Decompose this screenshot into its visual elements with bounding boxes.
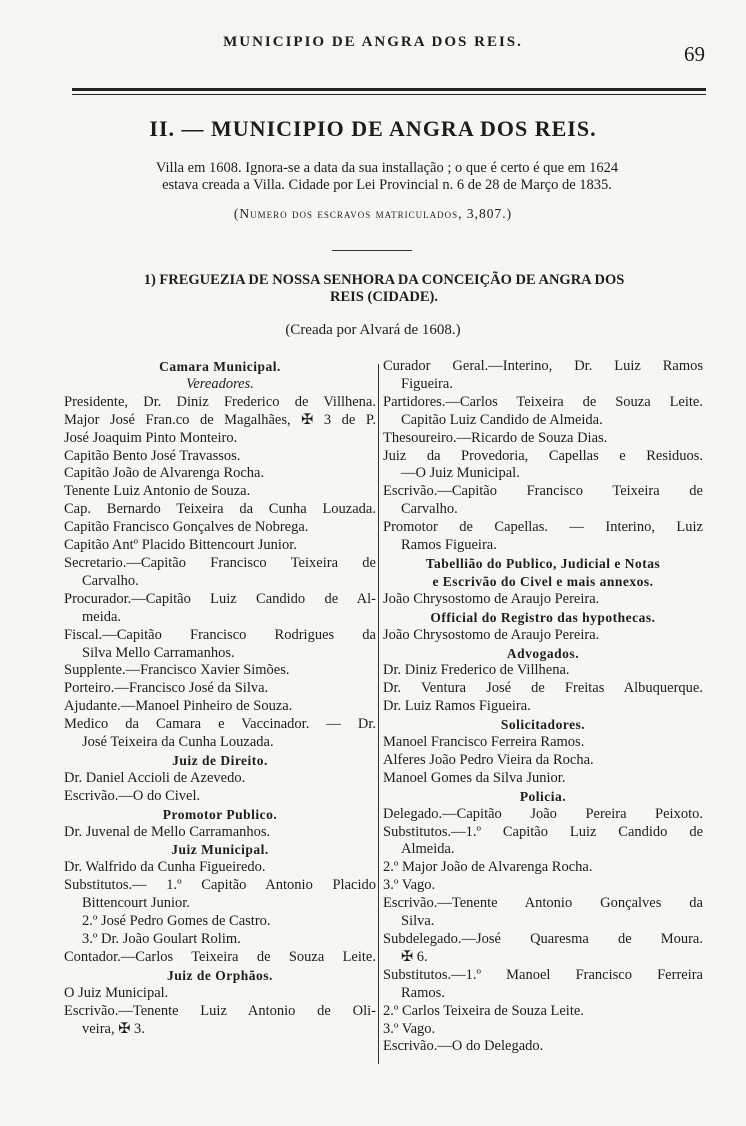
text-line: Promotor de Capellas. — Interino, Luiz: [383, 519, 703, 536]
text-line: Capitão Luiz Candido de Almeida.: [401, 411, 603, 428]
text-line: Bittencourt Junior.: [82, 895, 190, 912]
text-line: Medico da Camara e Vaccinador. — Dr.: [64, 716, 376, 733]
text-line: Thesoureiro.—Ricardo de Souza Dias.: [383, 429, 608, 446]
text-line: Manoel Francisco Ferreira Ramos.: [383, 734, 585, 751]
text-line: Capitão Francisco Gonçalves de Nobrega.: [64, 519, 309, 536]
text-line: Escrivão.—O do Delegado.: [383, 1038, 544, 1055]
text-line: Curador Geral.—Interino, Dr. Luiz Ramos: [383, 358, 703, 374]
intro-line: Villa em 1608. Ignora-se a data da sua installação ; o que é certo é que em 1624: [155, 160, 619, 176]
text-line: Capitão Bento José Travassos.: [64, 447, 241, 464]
text-line: Cap. Bernardo Teixeira da Cunha Louzada.: [64, 501, 376, 518]
text-line: João Chrysostomo de Araujo Pereira.: [383, 590, 600, 607]
left-column: [64, 358, 376, 1038]
text-line: Partidores.—Carlos Teixeira de Souza Leite.: [383, 393, 703, 410]
text-line: meida.: [82, 608, 122, 625]
section-heading: Camara Municipal.: [159, 359, 281, 374]
text-line: 3.º Vago.: [383, 877, 436, 894]
text-line: Silva Mello Carramanhos.: [82, 644, 235, 661]
text-line: Dr. Diniz Frederico de Villhena.: [383, 662, 570, 679]
section-heading: Promotor Publico.: [162, 806, 278, 822]
text-line: Subdelegado.—José Quaresma de Moura.: [383, 931, 703, 947]
text-line: Major José Fran.co de Magalhães, ✠ 3 de P.: [64, 411, 376, 428]
section-heading: Juiz Municipal.: [171, 842, 269, 858]
text-line: Juiz da Provedoria, Capellas e Residuos.: [383, 447, 703, 464]
header-rule-thick: [72, 88, 706, 91]
text-line: Almeida.: [401, 841, 455, 858]
text-line: Ramos.: [401, 984, 445, 1001]
text-line: Capitão João de Alvarenga Rocha.: [64, 465, 265, 482]
slave-count: (Numero dos escravos matriculados, 3,807.): [233, 206, 513, 221]
freguezia-title-line: 1) FREGUEZIA DE NOSSA SENHORA DA CONCEIÇÃO DE ANGRA DOS: [143, 272, 625, 288]
text-line: José Joaquim Pinto Monteiro.: [64, 429, 238, 446]
text-line: Secretario.—Capitão Francisco Teixeira de: [64, 554, 376, 571]
text-line: Procurador.—Capitão Luiz Candido de Al-: [64, 590, 376, 607]
column-divider: [378, 364, 379, 1064]
text-line: Presidente, Dr. Diniz Frederico de Villhena.: [64, 393, 376, 410]
text-line: Manoel Gomes da Silva Junior.: [383, 769, 566, 786]
text-line: Ajudante.—Manoel Pinheiro de Souza.: [64, 698, 293, 715]
section-heading: Juiz de Direito.: [172, 752, 268, 768]
text-line: ✠ 6.: [401, 948, 428, 965]
text-line: Escrivão.—O do Civel.: [64, 787, 201, 804]
text-line: —O Juiz Municipal.: [401, 465, 520, 482]
text-line: Dr. Daniel Accioli de Azevedo.: [64, 769, 246, 786]
section-heading: Advogados.: [506, 645, 580, 661]
text-line: João Chrysostomo de Araujo Pereira.: [383, 626, 600, 643]
right-column: [383, 358, 703, 1056]
text-line: Ramos Figueira.: [401, 537, 497, 554]
text-line: Fiscal.—Capitão Francisco Rodrigues da: [64, 626, 376, 643]
text-line: Contador.—Carlos Teixeira de Souza Leite.: [64, 948, 376, 965]
text-line: Substitutos.—1.º Manoel Francisco Ferreira: [383, 966, 703, 983]
text-line: Vereadores.: [186, 375, 254, 392]
text-line: Tenente Luiz Antonio de Souza.: [64, 483, 251, 500]
section-heading: Official do Registro das hypothecas.: [430, 609, 656, 625]
freguezia-heading: [64, 272, 704, 306]
creation-note: (Creada por Alvará de 1608.): [285, 322, 461, 338]
freguezia-title-line: REIS (CIDADE).: [330, 289, 438, 305]
text-line: O Juiz Municipal.: [64, 984, 169, 1001]
running-header: MUNICIPIO DE ANGRA DOS REIS.: [223, 34, 523, 50]
section-heading: Policia.: [519, 788, 567, 804]
text-line: Carvalho.: [401, 501, 458, 518]
section-heading: Tabellião do Publico, Judicial e Notas: [425, 555, 661, 571]
text-line: 3.º Dr. João Goulart Rolim.: [82, 931, 241, 947]
intro-line: estava creada a Villa. Cidade por Lei Provincial n. 6 de 28 de Março de 1835.: [162, 177, 612, 193]
text-line: veira, ✠ 3.: [82, 1020, 145, 1037]
text-line: Supplente.—Francisco Xavier Simões.: [64, 662, 290, 679]
header-rule-thin: [72, 94, 706, 95]
text-line: Escrivão.—Tenente Luiz Antonio de Oli-: [64, 1002, 376, 1019]
text-line: José Teixeira da Cunha Louzada.: [82, 734, 274, 751]
section-heading: e Escrivão do Civel e mais annexos.: [432, 573, 654, 589]
text-line: 2.º Major João de Alvarenga Rocha.: [383, 859, 593, 876]
page-number: 69: [684, 42, 705, 66]
text-line: Dr. Luiz Ramos Figueira.: [383, 698, 531, 715]
divider: [332, 250, 412, 251]
text-line: Dr. Ventura José de Freitas Albuquerque.: [383, 680, 703, 697]
section-title: II. — MUNICIPIO DE ANGRA DOS REIS.: [149, 116, 597, 141]
text-line: Dr. Walfrido da Cunha Figueiredo.: [64, 859, 266, 876]
text-line: Alferes João Pedro Vieira da Rocha.: [383, 751, 594, 768]
text-line: Substitutos.—1.º Capitão Luiz Candido de: [383, 823, 703, 840]
intro-paragraph: [70, 160, 704, 194]
section-heading: Solicitadores.: [500, 717, 586, 733]
text-line: Porteiro.—Francisco José da Silva.: [64, 680, 269, 697]
text-line: Figueira.: [401, 375, 453, 392]
text-line: 2.º Carlos Teixeira de Souza Leite.: [383, 1002, 584, 1019]
text-line: Dr. Juvenal de Mello Carramanhos.: [64, 823, 271, 840]
text-line: Carvalho.: [82, 572, 139, 589]
text-line: Silva.: [401, 913, 435, 930]
text-line: 3.º Vago.: [383, 1020, 436, 1037]
text-line: Delegado.—Capitão João Pereira Peixoto.: [383, 805, 703, 822]
text-line: Escrivão.—Tenente Antonio Gonçalves da: [383, 895, 703, 912]
text-line: Escrivão.—Capitão Francisco Teixeira de: [383, 483, 703, 500]
section-heading: Juiz de Orphãos.: [167, 967, 273, 983]
text-line: Substitutos.— 1.º Capitão Antonio Placido: [64, 877, 376, 894]
text-line: 2.º José Pedro Gomes de Castro.: [82, 913, 271, 930]
text-line: Capitão Antº Placido Bittencourt Junior.: [64, 537, 297, 554]
